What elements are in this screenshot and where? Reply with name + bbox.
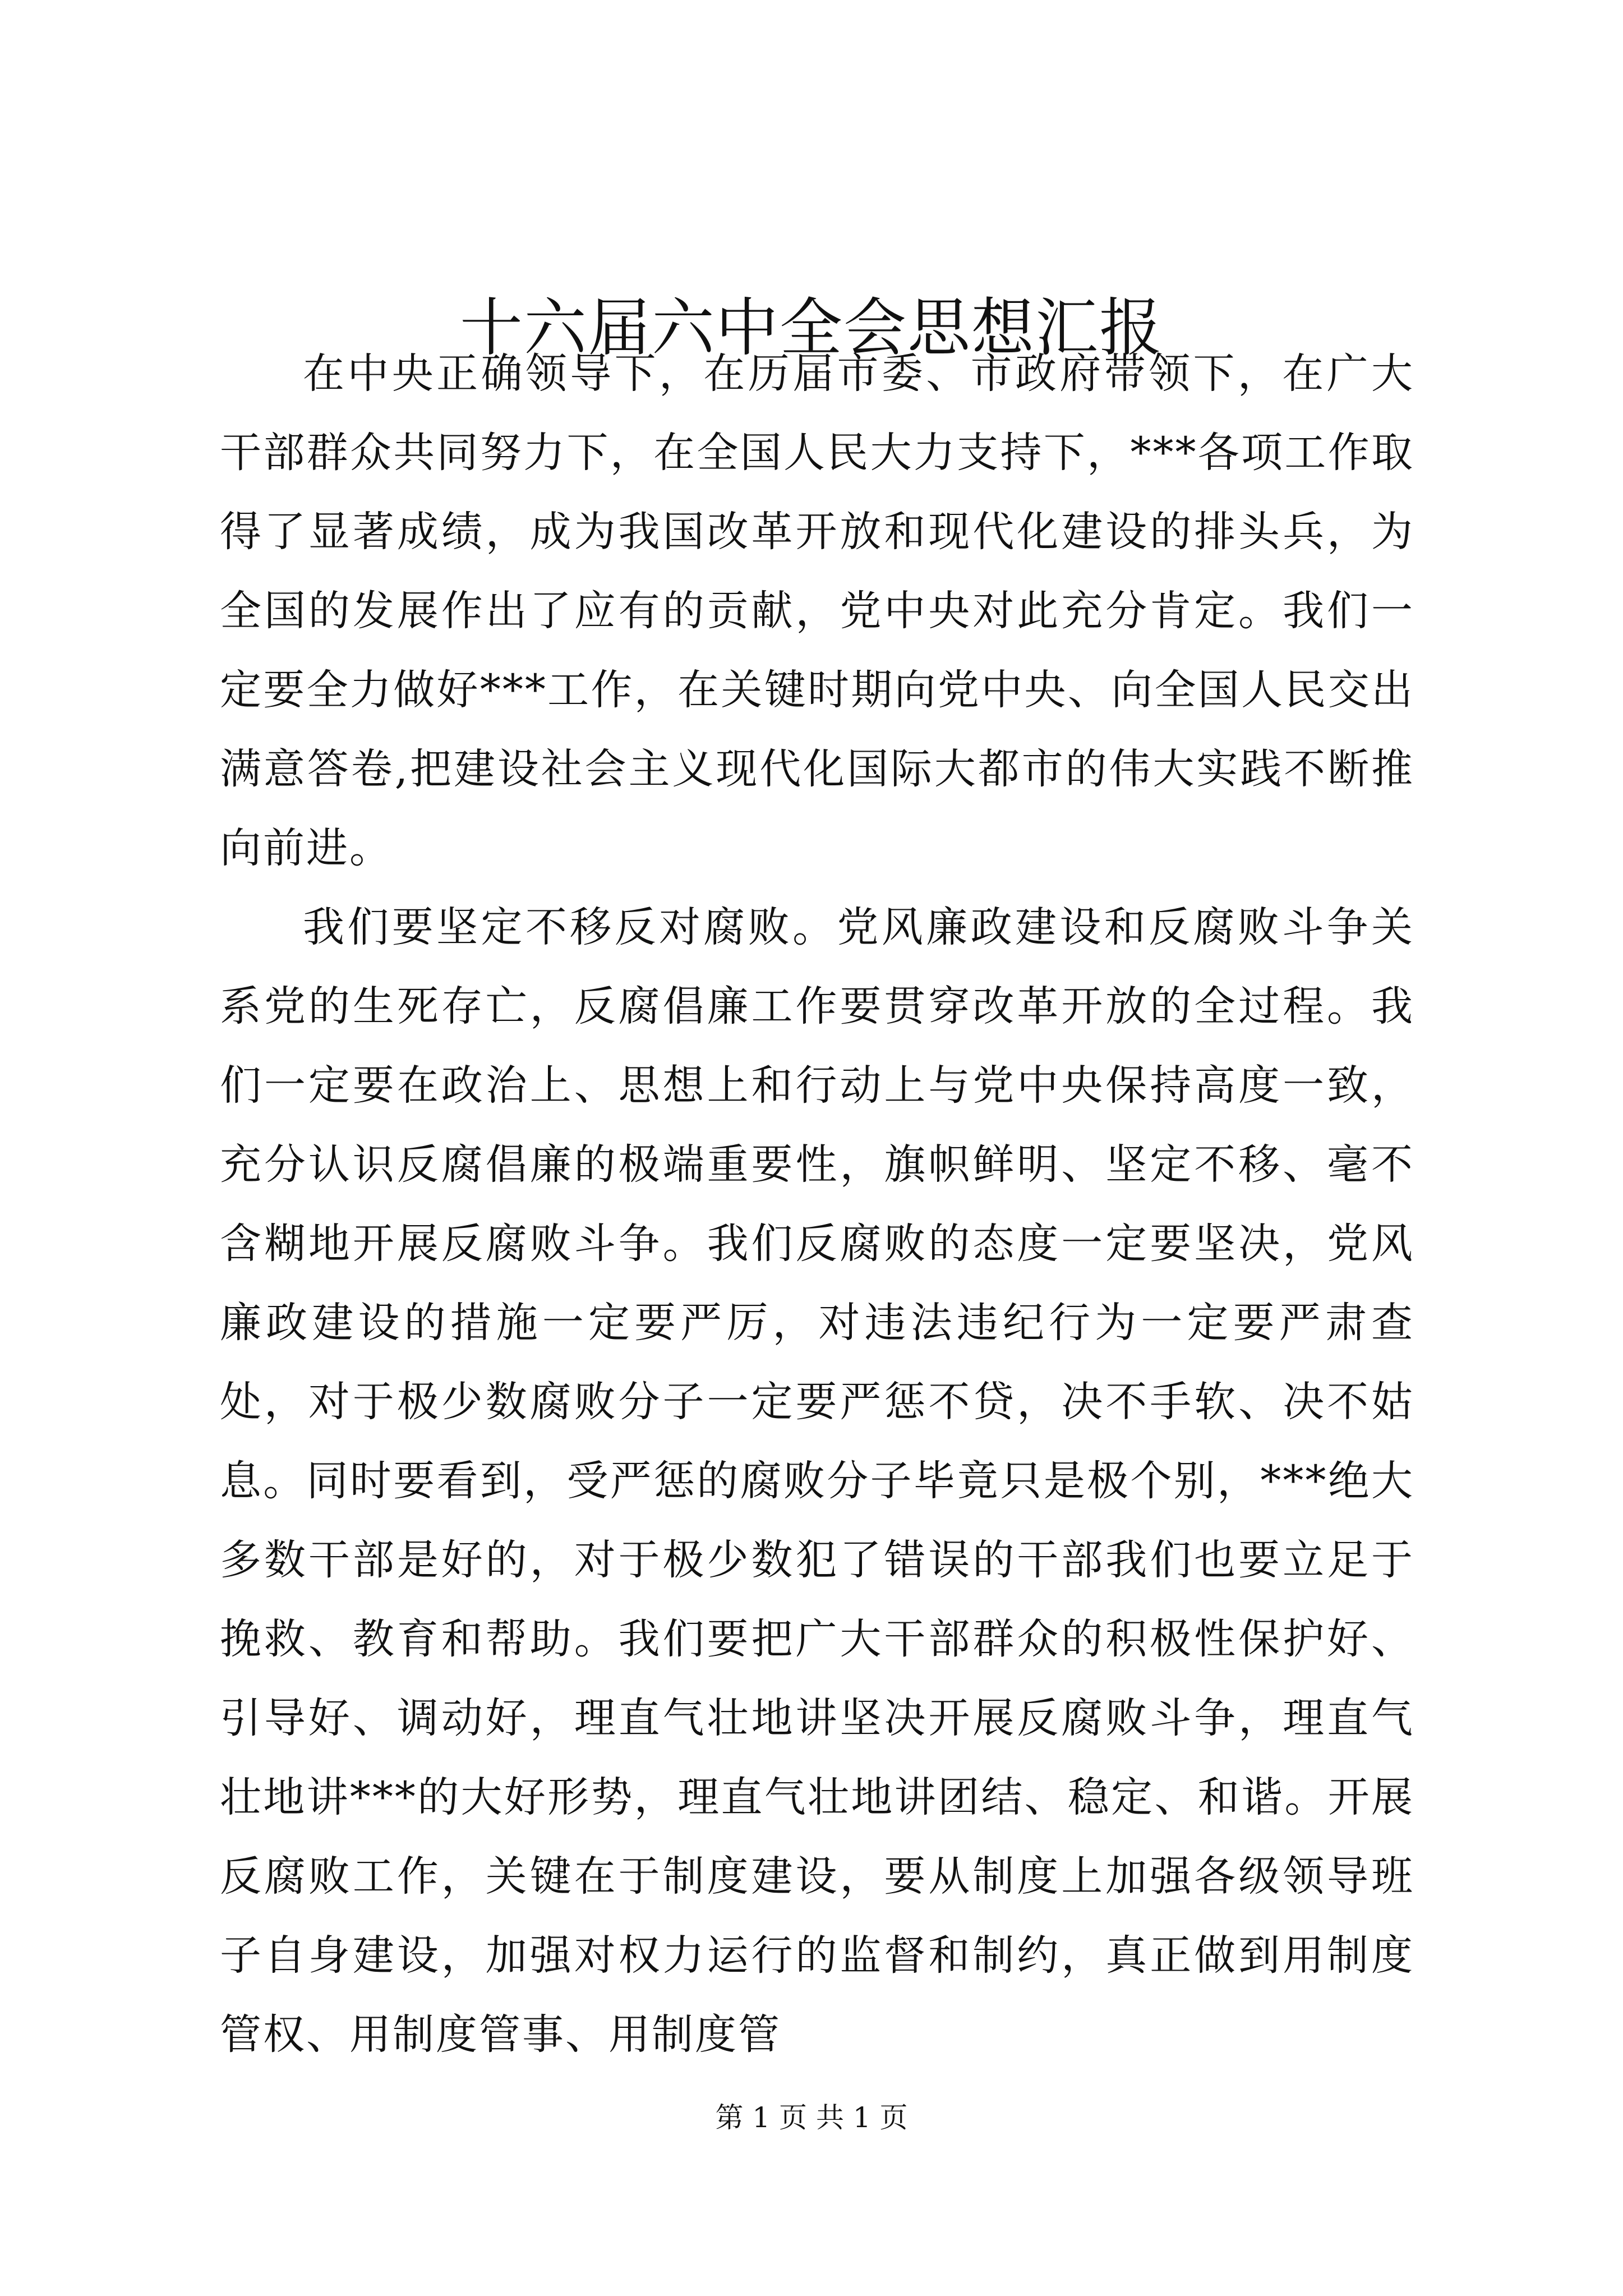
document-title: 十六届六中全会思想汇报 [460,292,1163,365]
paragraph-1: 在中央正确领导下，在历届市委、市政府带领下，在广大干部群众共同努力下，在全国人民大力支持下，***各项工作取得了显著成绩，成为我国改革开放和现代化建设的排头兵，为全国的发展作出了应有的贡献，党中央对此充分肯定。我们一定要全力做好***工作，在关键时期向党中央、向全国人民交出满意答卷,把建设社会主义现代化国际大都市的伟大实践不断推向前进。 [220,349,1414,872]
paragraph-2: 我们要坚定不移反对腐败。党风廉政建设和反腐败斗争关系党的生死存亡，反腐倡廉工作要贯穿改革开放的全过程。我们一定要在政治上、思想上和行动上与党中央保持高度一致，充分认识反腐倡廉的极端重要性，旗帜鲜明、坚定不移、毫不含糊地开展反腐败斗争。我们反腐败的态度一定要坚决，党风廉政建设的措施一定要严厉，对违法违纪行为一定要严肃查处，对于极少数腐败分子一定要严惩不贷，决不手软、决不姑息。同时要看到，受严惩的腐败分子毕竟只是极个别，***绝大多数干部是好的，对于极少数犯了错误的干部我们也要立足于挽救、教育和帮助。我们要把广大干部群众的积极性保护好、引导好、调动好，理直气壮地讲坚决开展反腐败斗争，理直气壮地讲***的大好形势，理直气壮地讲团结、稳定、和谐。开展反腐败工作，关键在于制度建设，要从制度上加强各级领导班子自身建设，加强对权力运行的监督和制约，真正做到用制度管权、用制度管事、用制度管 [220,903,1414,2059]
document-body [220,334,1414,2074]
page-footer: 第 1 页 共 1 页 [715,2101,908,2134]
